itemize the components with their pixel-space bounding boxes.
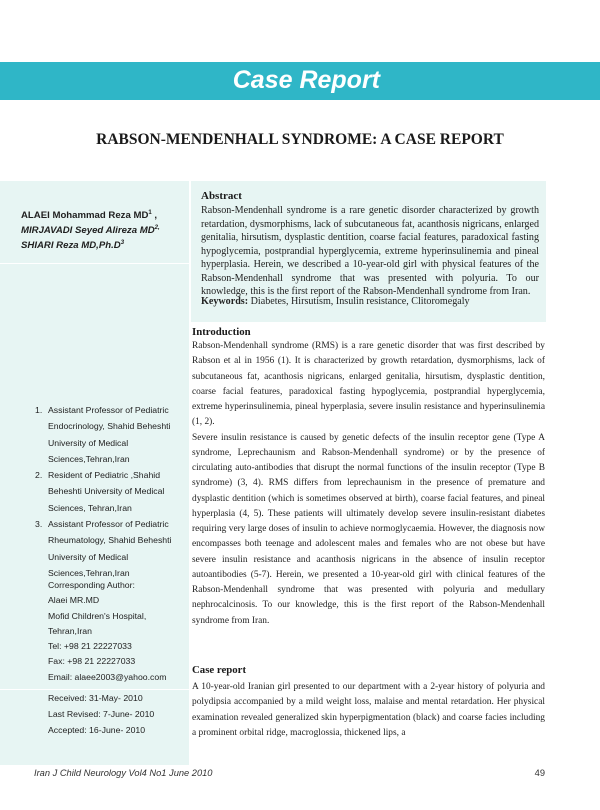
- author-1: ALAEI Mohammad Reza $MD^1$ ,: [21, 209, 158, 221]
- affiliation-list: [35, 402, 188, 581]
- case-report-body: [192, 680, 545, 741]
- introduction-body: [192, 339, 545, 629]
- abstract-heading: Abstract: [201, 190, 242, 202]
- keywords-list: Diabetes, Hirsutism, Insulin resistance, Clitoromegaly: [248, 296, 470, 307]
- case-report-paragraph: A 10-year-old Iranian girl presented to our department with a 2-year history of polyuria and polydipsia accompanied by a mild weight loss, malaise and mental retardation. Her physical examination revealed generalized skin hyperpigmentation (black) and coarse facies including a prominent orbital ridge, macroglossia, thickened lips, a: [192, 682, 545, 738]
- corresponding-author: [48, 578, 188, 685]
- corresponding-name: Alaei MR.MD: [48, 595, 100, 606]
- affiliation-item: 2. Resident of Pediatric ,Shahid Beheshti University of Medical Sciences, Tehran,Iran: [35, 470, 165, 513]
- author-list: [21, 208, 186, 253]
- introduction-paragraph: Rabson-Mendenhall syndrome (RMS) is a rare genetic disorder that was first described by Rabson et al in 1956 (1). It is characterized by growth retardation, dysmorphisms, lack of subcutaneous fat, acanthosis nigricans, enlarged genitalia, hirsutism, dysplastic dentition, coarse facial features, paradoxical fasting hypoglycemia, postprandial hyperglycemia, extreme hyperinsulinemia, pineal hyperplasia, severe insulin resistance and hyperinsulinemia (1, 2).: [192, 341, 545, 428]
- accepted-date: Accepted: 16-June- 2010: [48, 725, 146, 735]
- affiliation-item: 3. Assistant Professor of Pediatric Rheumatology, Shahid Beheshti University of Medical Sciences,Tehran,Iran: [35, 519, 172, 578]
- revised-date: Last Revised: 7-June- 2010: [48, 709, 155, 719]
- introduction-paragraph: Severe insulin resistance is caused by genetic defects of the insulin receptor gene (Type A syndrome, Leprechaunism and Rabson-Mendenhall syndrome) or by the presence of circulating auto-antibodies that disrupt the normal functions of the insulin receptor (Type B syndrome) (3, 4). RMS differs from leprechaunism in the presence of premature and dysplastic dentition (which is sometimes observed at birth), coarse facial features, and pineal hyperplasia (4, 5). These patients will ultimately develop severe insulin-resistant diabetes requiring very large doses of insulin to achieve normoglycaemia. However, the diagnosis now encompasses both teenage and adolescent males and females who are not obese but have severe insulin resistance and acanthosis nigricans in the absence of insulin receptor autoantibodies (5-7). Herein, we presented a 10-year-old girl with clinical features of the Rabson-Mendenhall syndrome that was presented with polyuria and medullary nephrocalcinosis. To our knowledge, this is the first report of the Rabson-Mendenhall syndrome from Iran.: [192, 432, 545, 626]
- section-title: Case Report: [232, 66, 380, 94]
- corresponding-tel: Tel: +98 21 22227033: [48, 641, 132, 652]
- author-2: MIRJAVADI Seyed Alireza $MD^{2,}$: [21, 224, 160, 236]
- author-3: SHIARI Reza $MD,Ph.D^3$: [21, 239, 125, 251]
- corresponding-email[interactable]: Email: alaee2003@yahoo.com: [48, 671, 167, 682]
- affiliation-item: 1. Assistant Professor of Pediatric Endocrinology, Shahid Beheshti University of Medical Sciences,Tehran,Iran: [35, 405, 171, 464]
- introduction-heading: Introduction: [192, 326, 251, 338]
- abstract-text: Rabson-Mendenhall syndrome is a rare genetic disorder characterized by growth retardation, dysmorphisms, lack of subcutaneous fat, acanthosis nigricans, enlarged genitalia, hirsutism, dysplastic dentition, coarse facial features, paradoxical fasting hypoglycemia, postprandial hyperglycemia, extreme hyperinsulinemia and pineal hyperplasia. Herein, we described a 10-year-old girl with physical features of the Rabson-Mendenhall syndrome that was presented with polyuria. To our knowledge, this is the first report of the Rabson-Mendenhall syndrome from Iran.: [201, 205, 539, 297]
- corresponding-hospital: Mofid Children's Hospital,: [48, 610, 147, 621]
- corresponding-fax: Fax: +98 21 22227033: [48, 656, 136, 667]
- received-date: Received: 31-May- 2010: [48, 693, 143, 703]
- sidebar-divider: [0, 263, 189, 264]
- section-banner: [0, 62, 600, 100]
- corresponding-label: Corresponding Author:: [48, 580, 135, 590]
- article-title: RABSON-MENDENHALL SYNDROME: A CASE REPORT: [96, 131, 504, 148]
- case-report-heading: Case report: [192, 664, 247, 676]
- page-number: 49: [534, 768, 545, 778]
- journal-citation: Iran J Child Neurology Vol4 No1 June 2010: [34, 768, 213, 778]
- keywords-label: Keywords:: [201, 296, 249, 307]
- keywords: [201, 296, 539, 307]
- corresponding-city: Tehran,Iran: [48, 625, 92, 636]
- article-dates: [48, 690, 188, 738]
